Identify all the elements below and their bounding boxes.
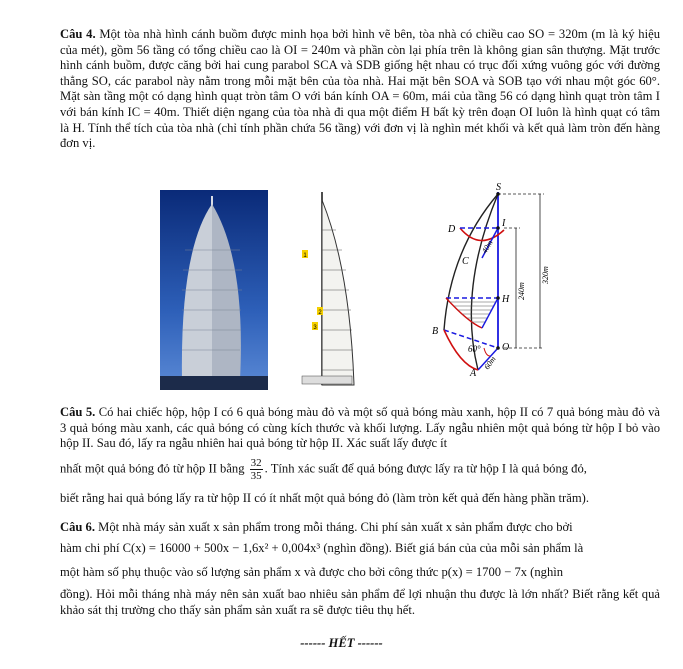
probability-fraction [250, 457, 263, 482]
label-H: H [502, 294, 510, 305]
label-I: I [502, 218, 506, 229]
question-4 [60, 27, 660, 152]
label-D: D [448, 224, 456, 235]
question-5-text-2b: . Tính xác suất để quả bóng được lấy ra từ hộp I là quả bóng đỏ, [264, 461, 587, 476]
question-4-label: Câu 4. [60, 27, 96, 41]
label-240m: 240m [517, 282, 526, 300]
question-6-text-2: hàm chi phí C(x) = 16000 + 500x − 1,6x² + 0,004x³ (nghìn đồng). Biết giá bán của của mỗi sản phẩm là [60, 541, 584, 555]
question-6-text-3: một hàm số phụ thuộc vào số lượng sản phẩm x và được cho bởi công thức p(x) = 1700 − 7x (nghìn [60, 565, 564, 579]
label-O: O [502, 342, 510, 353]
fraction-numerator: 32 [250, 457, 262, 469]
question-5-text-2a: nhất một quả bóng đỏ từ hộp II bằng [60, 461, 245, 476]
sail-diagram [420, 180, 570, 390]
label-60m: 60m [482, 354, 498, 372]
question-6-text-1: Một nhà máy sản xuất x sản phẩm trong mỗi tháng. Chi phí sản xuất x sản phẩm được cho bởi [98, 520, 573, 534]
sketch-badge-1: 1 [303, 253, 307, 259]
question-6 [60, 520, 660, 536]
question-5-label: Câu 5. [60, 405, 96, 419]
question-5-line-2 [60, 457, 660, 482]
question-6-line-2 [60, 541, 660, 557]
label-C: C [462, 256, 469, 267]
question-5 [60, 405, 660, 452]
question-6-line-4 [60, 587, 660, 618]
label-B: B [432, 326, 439, 337]
end-marker: ------ HẾT ------ [300, 636, 383, 650]
question-4-text: Một tòa nhà hình cánh buồm được minh họa bởi hình vẽ bên, tòa nhà có chiều cao SO = 320m (m là ký hiệu của mét), gồm 56 tầng có tổng chiều cao là OI = 240m và phần còn lại phía trên là không gian sân thượng. Mặt trước hình cánh buồm, được căng bởi hai cung parabol SCA và SDB giống hệt nhau có trục đối xứng vuông góc với đường thẳng SO, các parabol này nằm trong mỗi mặt bên của tòa nhà. Hai mặt bên SOA và SOB tạo với nhau một góc 60°. Mặt sàn tầng một có dạng hình quạt tròn tâm O với bán kính OA = 60m, mái của tầng 56 có dạng hình quạt tròn tâm I với bán kính IC = 40m. Thiết diện ngang của tòa nhà đi qua một điểm H bất kỳ trên đoạn OI luôn là hình quạt có tâm là H. Tính thể tích của tòa nhà (chỉ tính phần chứa 56 tầng) với đơn vị là nghìn mét khối và kết quả làm tròn đến hàng đơn vị. [60, 27, 660, 151]
sketch-badge-2: 2 [318, 310, 322, 316]
building-sketch [298, 190, 356, 390]
question-5-text-1: Có hai chiếc hộp, hộp I có 6 quả bóng màu đỏ và một số quả bóng màu xanh, hộp II có 7 quả bóng màu đỏ và 3 quả bóng màu xanh, các quả bóng có cùng kích thước và khối lượng. Lấy ngẫu nhiên một quả bóng từ hộp I bỏ vào hộp II. Sau đó, lấy ra ngẫu nhiên hai quả bóng từ hộp II. Xác suất lấy được ít [60, 405, 660, 451]
question-6-label: Câu 6. [60, 520, 95, 534]
sketch-badge-3: 3 [313, 325, 317, 331]
label-60deg: 60° [468, 344, 481, 354]
label-40m: 40m [479, 238, 495, 255]
label-A: A [470, 368, 477, 379]
label-320m: 320m [541, 266, 550, 284]
building-photo [160, 190, 268, 390]
label-S: S [496, 182, 501, 193]
fraction-denominator: 35 [250, 470, 262, 482]
question-6-line-3 [60, 565, 660, 581]
question-6-text-4: đồng). Hỏi mỗi tháng nhà máy nên sản xuất bao nhiêu sản phẩm để lợi nhuận thu được là lớn nhất? Biết rằng kết quả khảo sát thị trường cho thấy sản phẩm sản xuất ra sẽ được tiêu thụ hết. [60, 587, 660, 617]
question-5-line-3 [60, 491, 660, 507]
question-5-text-3: biết rằng hai quả bóng lấy ra từ hộp II có ít nhất một quả bóng đỏ (làm tròn kết quả đến hàng phần trăm). [60, 491, 589, 505]
